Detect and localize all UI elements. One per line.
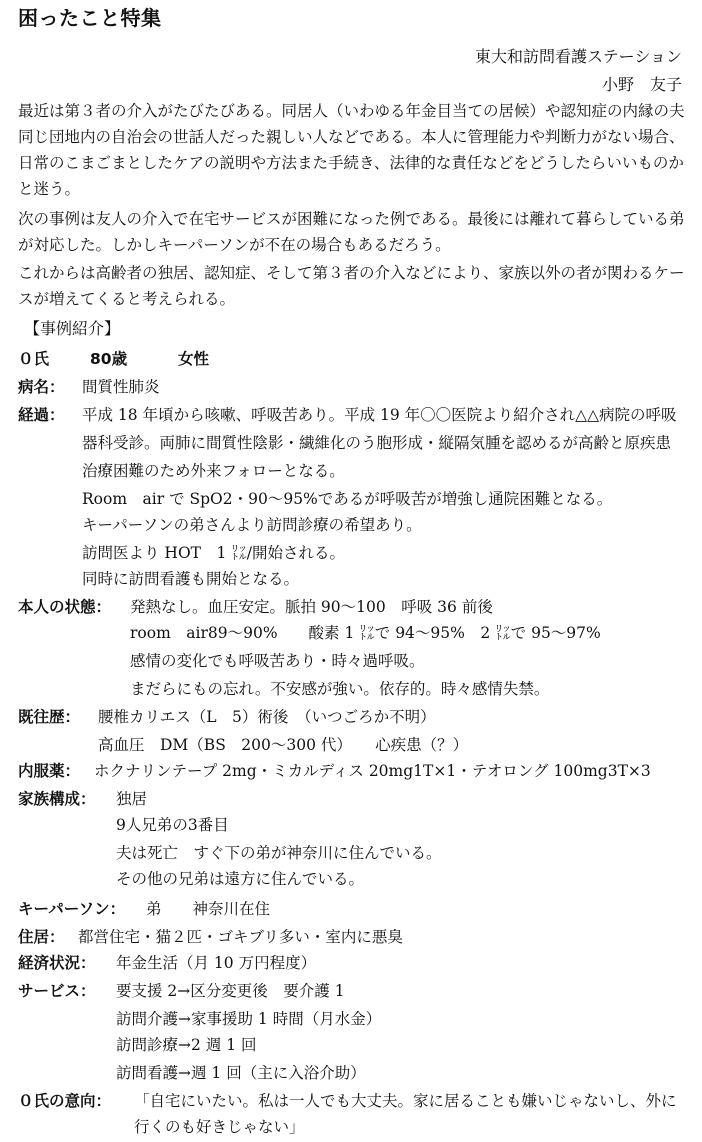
service-line: 訪問看護→週 1 回（主に入浴介助） xyxy=(116,1064,366,1082)
disease-label: 病名： xyxy=(18,378,65,396)
section-title: 【事例紹介】 xyxy=(24,319,121,338)
condition-line: room air89～90% 酸素 1 ㍑で 94～95% 2 ㍑で 95～97% xyxy=(130,624,601,642)
keyperson-label: キーパーソン： xyxy=(18,900,126,918)
residence-value: 都営住宅・猫２匹・ゴキブリ多い・室内に悪臭 xyxy=(78,928,403,946)
service-line: 要支援 2→区分変更後 要介護 1 xyxy=(116,982,345,1000)
service-label: サービス： xyxy=(18,982,96,1000)
family-label: 家族構成： xyxy=(18,790,96,808)
family-line: 夫は死亡 すぐ下の弟が神奈川に住んでいる。 xyxy=(116,844,442,862)
page-title: 困ったこと特集 xyxy=(18,6,162,30)
patient-sex: 女性 xyxy=(178,350,210,368)
economy-label: 経済状況： xyxy=(18,954,96,972)
course-line: 同時に訪問看護も開始となる。 xyxy=(82,570,300,588)
history-line: 腰椎カリエス（L 5）術後 （いつごろか不明） xyxy=(98,708,436,726)
intention-line: 「自宅にいたい。私は一人でも大丈夫。家に居ることも嫌いじゃないし、外に xyxy=(134,1092,677,1110)
author-organization: 東大和訪問看護ステーション xyxy=(474,47,682,66)
history-line: 高血圧 DM（BS 200～300 代） 心疾患（？） xyxy=(98,736,469,754)
economy-value: 年金生活（月 10 万円程度） xyxy=(116,954,317,972)
keyperson-value: 弟 神奈川在住 xyxy=(146,900,271,918)
patient-age: 80歳 xyxy=(90,350,128,368)
course-label: 経過： xyxy=(18,406,65,424)
condition-line: 感情の変化でも呼吸苦あり・時々過呼吸。 xyxy=(130,652,425,670)
course-line: 平成 18 年頃から咳嗽、呼吸苦あり。平成 19 年〇〇医院より紹介され△△病院の呼吸 xyxy=(82,406,677,424)
intro-paragraph-1: 最近は第３者の介入がたびたびある。同居人（いわゆる年金目当ての居候）や認知症の内縁の夫 同じ団地内の自治会の世話人だった親しい人などである。本人に管理能力や判断力がない場合、日常のこまごまとしたケアの説明や方法また手続き、法律的な責任などをどうしたらいいものかと迷う。 xyxy=(18,102,701,198)
medication-value: ホクナリンテープ 2mg・ミカルディス 20mg1T×1・テオロング 100mg3T×3 xyxy=(94,762,651,780)
intention-line: 行くのも好きじゃない」 xyxy=(134,1118,305,1136)
author-name: 小野 友子 xyxy=(601,75,682,94)
course-line: 訪問医より HOT 1 ㍑/開始される。 xyxy=(82,544,346,562)
history-label: 既往歴： xyxy=(18,708,81,726)
service-line: 訪問診療→2 週 1 回 xyxy=(116,1036,257,1054)
family-line: 独居 xyxy=(116,790,148,808)
family-line: その他の兄弟は遠方に住んでいる。 xyxy=(116,870,365,888)
intro-paragraph-3: これからは高齢者の独居、認知症、そして第３者の介入などにより、家族以外の者が関わるケースが増えてくると考えられる。 xyxy=(18,264,685,308)
condition-line: 発熱なし。血圧安定。脈拍 90～100 呼吸 36 前後 xyxy=(130,598,493,616)
family-line: 9人兄弟の3番目 xyxy=(116,816,229,834)
condition-label: 本人の状態： xyxy=(18,598,112,616)
intention-label: ０氏の意向： xyxy=(18,1092,112,1110)
condition-line: まだらにもの忘れ。不安感が強い。依存的。時々感情失禁。 xyxy=(130,680,550,698)
intro-paragraph-2: 次の事例は友人の介入で在宅サービスが困難になった例である。最後には離れて暮らしている弟が対応した。しかしキーパーソンが不在の場合もあるだろう。 xyxy=(18,210,685,254)
course-line: 器科受診。両肺に間質性陰影・繊維化のう胞形成・縦隔気腫を認めるが高齢と原疾患 xyxy=(82,434,672,452)
disease-value: 間質性肺炎 xyxy=(82,378,160,396)
patient-id: ０氏 xyxy=(18,350,50,368)
residence-label: 住居： xyxy=(18,928,65,946)
medication-label: 内服薬： xyxy=(18,762,81,780)
course-line: 治療困難のため外来フォローとなる。 xyxy=(82,462,345,480)
service-line: 訪問介護→家事援助 1 時間（月水金） xyxy=(116,1010,382,1028)
course-line: キーパーソンの弟さんより訪問診療の希望あり。 xyxy=(82,516,422,534)
course-line: Room air で SpO2・90～95%であるが呼吸苦が増強し通院困難となる。 xyxy=(82,490,613,508)
